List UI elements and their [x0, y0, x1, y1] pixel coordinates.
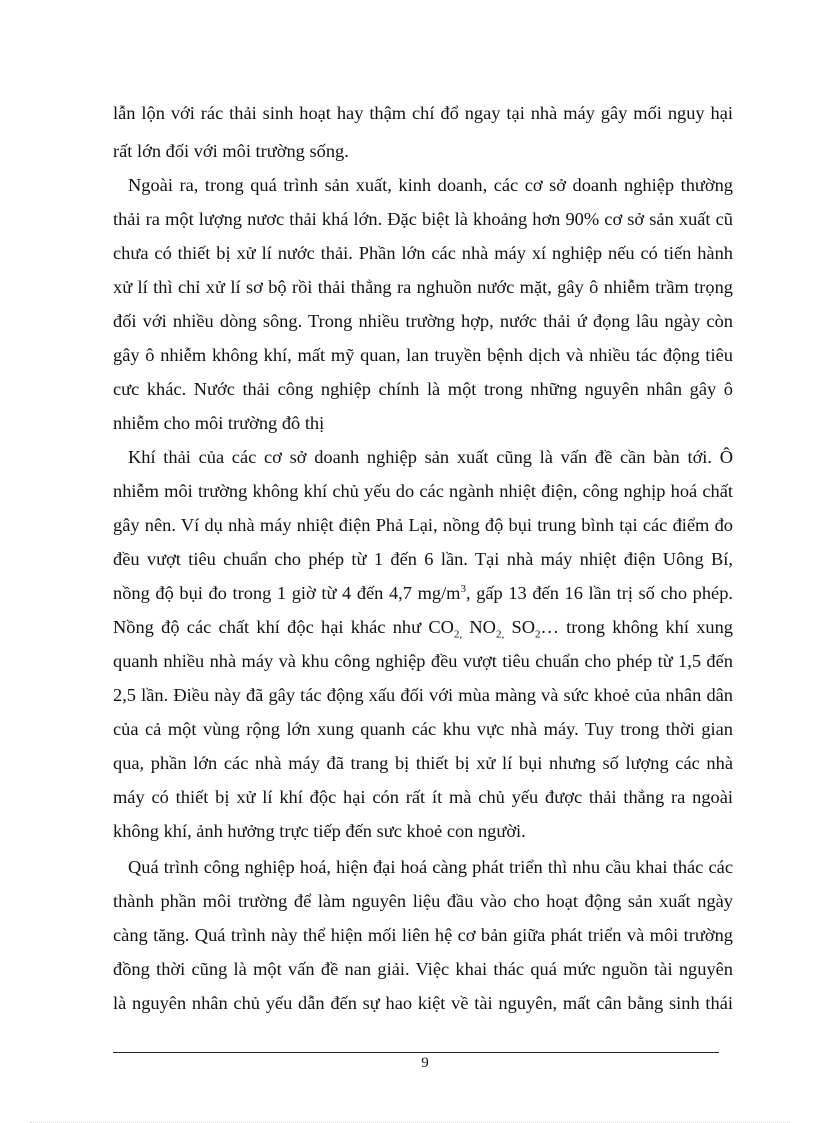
body-text-line: gây ô nhiễm không khí, mất mỹ quan, lan truyền bệnh dịch và nhiều tác động tiêu: [113, 345, 733, 365]
text-segment: … trong không khí xung: [540, 617, 733, 637]
body-text-line: [113, 581, 733, 605]
body-text-line: quanh nhiều nhà máy và khu công nghiệp đều vượt tiêu chuẩn cho phép từ 1,5 đến: [113, 651, 733, 671]
body-text-line: nhiễm môi trường không khí chủ yếu do các ngành nhiệt điện, công nghịp hoá chất: [113, 481, 733, 501]
subscript: 2,: [453, 628, 463, 641]
body-text-line: cưc khác. Nước thải công nghiệp chính là một trong những nguyên nhân gây ô: [113, 379, 733, 399]
body-text-line: thải ra một lượng nươc thải khá lớn. Đặc biệt là khoảng hơn 90% cơ sở sản xuất cũ: [113, 209, 733, 229]
body-text-line: gây nên. Ví dụ nhà máy nhiệt điện Phả Lại, nồng độ bụi trung bình tại các điểm đo: [113, 515, 733, 535]
body-text-line: xử lí thì chỉ xử lí sơ bộ rồi thải thẳng ra nghuồn nước mặt, gây ô nhiễm trầm trọng: [113, 277, 733, 297]
body-text-line: lẫn lộn với rác thải sinh hoạt hay thậm chí đổ ngay tại nhà máy gây mối nguy hại: [113, 103, 733, 123]
footer-divider: [113, 1052, 719, 1053]
text-segment: , gấp 13 đến 16 lần trị số cho phép.: [466, 583, 733, 603]
text-segment: nồng độ bụi đo trong 1 giờ từ 4 đến 4,7 mg/m: [113, 583, 461, 603]
text-segment: Nồng độ các chất khí độc hại khác như CO: [113, 617, 454, 637]
page-number: 9: [421, 1055, 429, 1071]
body-text-line: nhiễm cho môi trường đô thị: [113, 413, 325, 433]
body-text-line: đồng thời cũng là một vấn đề nan giải. Việc khai thác quá mức nguồn tài nguyên: [113, 959, 733, 979]
superscript: 3: [460, 582, 466, 595]
body-text-line: chưa có thiết bị xử lí nước thải. Phần lớn các nhà máy xí nghiệp nếu có tiến hành: [113, 243, 733, 263]
paragraph-first-line: Quá trình công nghiệp hoá, hiện đại hoá càng phát triển thì nhu cầu khai thác các: [128, 857, 733, 877]
subscript: 2: [534, 628, 541, 641]
body-text-line: thành phần môi trường để làm nguyên liệu đầu vào cho hoạt động sản xuất ngày: [113, 891, 733, 911]
paragraph-first-line: Khí thải của các cơ sở doanh nghiệp sản xuất cũng là vấn đề cần bàn tới. Ô: [128, 447, 733, 467]
body-text-line: càng tăng. Quá trình này thể hiện mối liên hệ cơ bản giữa phát triển và môi trường: [113, 925, 733, 945]
body-text-line: [113, 615, 733, 639]
body-text-line: 2,5 lần. Điều này đã gây tác động xấu đối với mùa màng và sức khoẻ của nhân dân: [113, 685, 733, 705]
body-text-line: qua, phần lớn các nhà máy đã trang bị thiết bị xử lí bụi nhưng số lượng các nhà: [113, 753, 733, 773]
body-text-line: đều vượt tiêu chuẩn cho phép từ 1 đến 6 lần. Tại nhà máy nhiệt điện Uông Bí,: [113, 549, 733, 569]
text-segment: SO: [504, 617, 535, 637]
subscript: 2,: [495, 628, 505, 641]
body-text-line: đối với nhiều dòng sông. Trong nhiều trường hợp, nước thải ứ đọng lâu ngày còn: [113, 311, 733, 331]
body-text-line: là nguyên nhân chủ yếu dẫn đến sự hao kiệt về tài nguyên, mất cân bằng sinh thái: [113, 993, 733, 1013]
body-text-line: máy có thiết bị xử lí khí độc hại cón rất ít mà chủ yếu được thải thẳng ra ngoài: [113, 787, 733, 807]
text-segment: NO: [462, 617, 496, 637]
body-text-line: của cả một vùng rộng lớn xung quanh các khu vực nhà máy. Tuy trong thời gian: [113, 719, 733, 739]
paragraph-first-line: Ngoài ra, trong quá trình sản xuất, kinh doanh, các cơ sở doanh nghiệp thường: [128, 175, 733, 195]
body-text-line: rất lớn đối với môi trường sống.: [113, 141, 349, 161]
body-text-line: không khí, ảnh hưởng trực tiếp đến sưc khoẻ con người.: [113, 821, 526, 841]
